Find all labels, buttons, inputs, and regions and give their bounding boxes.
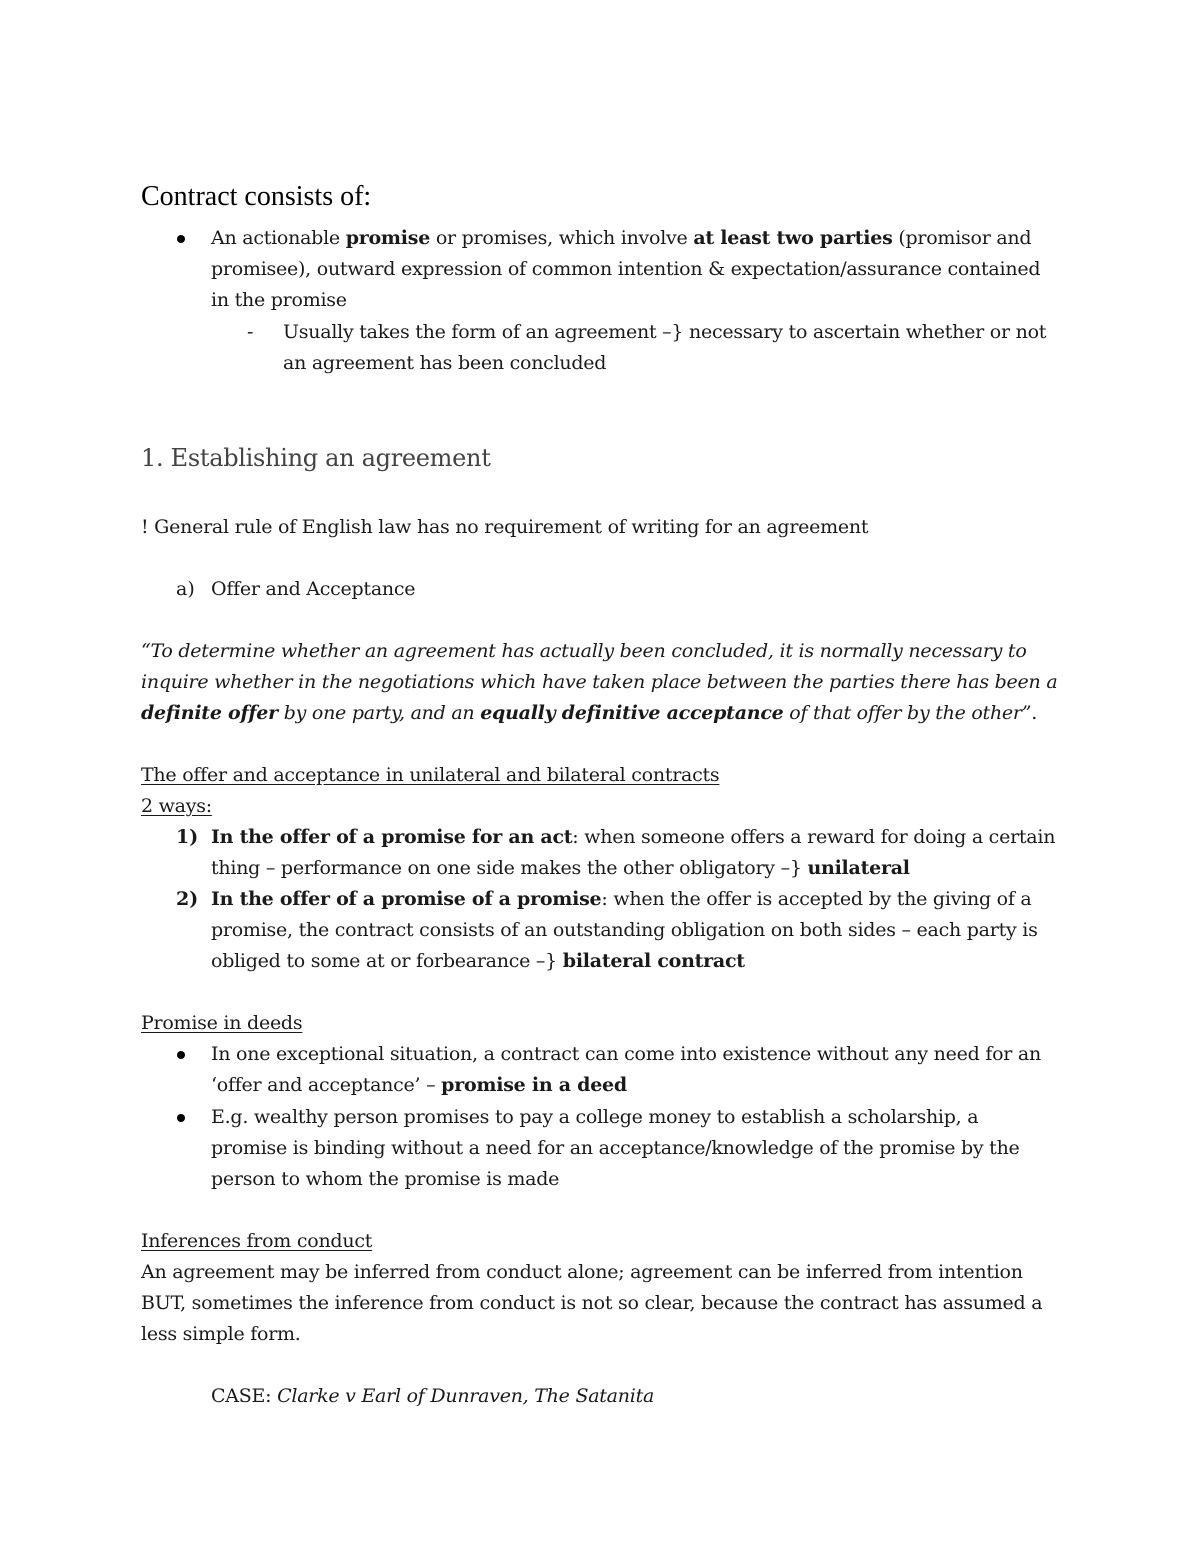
deeds-heading: Promise in deeds: [141, 1012, 303, 1034]
intro-bullet-line-3: in the promise: [211, 289, 347, 311]
section-heading: 1. Establishing an agreement: [141, 444, 491, 472]
deeds-bullet1-line-2: ‘offer and acceptance’ – promise in a deed: [211, 1074, 627, 1096]
conduct-heading: Inferences from conduct: [141, 1230, 373, 1252]
intro-bullet-line-1: An actionable promise or promises, which involve at least two parties (promisor and: [211, 227, 1032, 249]
conduct-line-3: less simple form.: [141, 1323, 301, 1345]
intro-sub-line-2: an agreement has been concluded: [283, 352, 607, 374]
quote-line-1: “To determine whether an agreement has actually been concluded, it is normally necessary to: [141, 640, 1027, 662]
intro-sub-line-1: Usually takes the form of an agreement –} necessary to ascertain whether or not: [283, 321, 1047, 343]
item1-line-1: In the offer of a promise for an act: when someone offers a reward for doing a certain: [211, 826, 1056, 848]
quote-line-2: inquire whether in the negotiations which have taken place between the parties there has been a: [141, 671, 1058, 693]
conduct-line-2: BUT, sometimes the inference from conduct is not so clear, because the contract has assumed a: [141, 1292, 1043, 1314]
bullet-icon: [177, 235, 185, 243]
quote-line-3: definite offer by one party, and an equally definitive acceptance of that offer by the other”.: [141, 702, 1038, 724]
dash-marker: -: [247, 321, 254, 343]
page-title: Contract consists of:: [141, 181, 372, 212]
list-marker-a: a): [176, 578, 195, 600]
ways-label: 2 ways:: [141, 795, 212, 817]
item2-line-1: In the offer of a promise of a promise: when the offer is accepted by the giving of a: [211, 888, 1032, 910]
unilateral-heading: The offer and acceptance in unilateral and bilateral contracts: [141, 764, 720, 786]
subsection-label: Offer and Acceptance: [211, 578, 416, 600]
conduct-line-1: An agreement may be inferred from conduct alone; agreement can be inferred from intention: [141, 1261, 1023, 1283]
item2-line-2: promise, the contract consists of an outstanding obligation on both sides – each party is: [211, 919, 1038, 941]
case-reference: CASE: Clarke v Earl of Dunraven, The Satanita: [211, 1385, 655, 1407]
deeds-bullet2-line-2: promise is binding without a need for an acceptance/knowledge of the promise by the: [211, 1137, 1020, 1159]
bullet-icon: [177, 1051, 185, 1059]
intro-bullet-line-2: promisee), outward expression of common intention & expectation/assurance contained: [211, 258, 1041, 280]
general-rule: ! General rule of English law has no requirement of writing for an agreement: [141, 516, 869, 538]
item1-line-2: thing – performance on one side makes the other obligatory –} unilateral: [211, 857, 910, 879]
deeds-bullet2-line-1: E.g. wealthy person promises to pay a college money to establish a scholarship, a: [211, 1106, 979, 1128]
list-number-1: 1): [176, 826, 199, 848]
deeds-bullet2-line-3: person to whom the promise is made: [211, 1168, 560, 1190]
list-number-2: 2): [176, 888, 199, 910]
deeds-bullet1-line-1: In one exceptional situation, a contract can come into existence without any need for an: [211, 1043, 1041, 1065]
item2-line-3: obliged to some at or forbearance –} bilateral contract: [211, 950, 745, 972]
bullet-icon: [177, 1114, 185, 1122]
